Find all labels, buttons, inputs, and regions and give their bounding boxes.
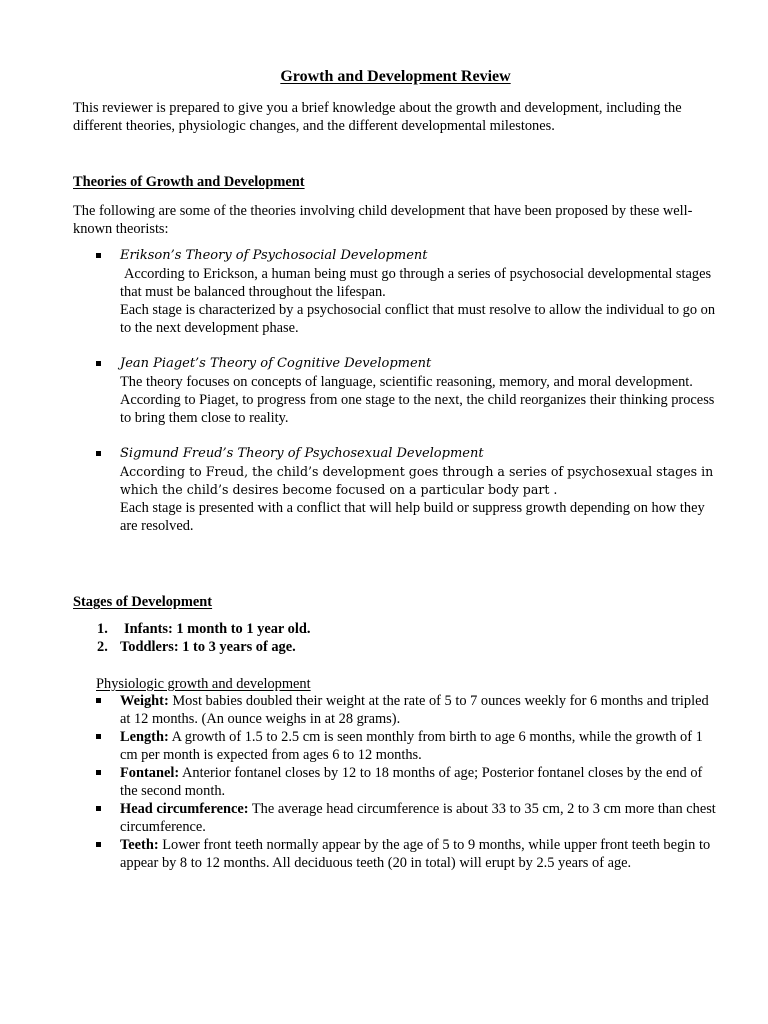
theory-text: According to Freud, the child’s development goes through a series of psychosexual stages in which the child’s desires become focused on a particular body part . <box>120 464 714 497</box>
bullet-icon <box>96 842 101 847</box>
theory-text: The theory focuses on concepts of language, scientific reasoning, memory, and moral development. <box>120 374 693 390</box>
physiologic-label: Teeth: <box>120 837 159 853</box>
bullet-icon <box>96 806 101 811</box>
theory-text: According to Erickson, a human being must go through a series of psychosocial developmental stages that must be balanced throughout the lifespan. <box>120 266 712 300</box>
stage-text: Infants: 1 month to 1 year old. <box>124 621 311 637</box>
stages-list <box>97 620 310 656</box>
physiologic-text: Anterior fontanel closes by 12 to 18 months of age; Posterior fontanel closes by the end of the second month. <box>120 765 703 799</box>
theories-list <box>73 247 718 535</box>
physiologic-label: Length: <box>120 729 169 745</box>
stage-number: 1. <box>97 621 108 637</box>
theory-text: Each stage is characterized by a psychosocial conflict that must resolve to allow the individual to go on to the next development phase. <box>120 302 716 336</box>
theory-item-freud <box>73 445 718 535</box>
theory-item-piaget <box>73 355 718 427</box>
physiologic-list <box>73 692 718 872</box>
bullet-icon <box>96 770 101 775</box>
stage-item <box>97 620 310 638</box>
bullet-icon <box>96 698 101 703</box>
theory-text: Each stage is presented with a conflict that will help build or suppress growth depending on how they are resolved. <box>120 500 705 534</box>
physiologic-item-teeth <box>73 836 718 872</box>
bullet-icon <box>96 253 101 258</box>
physiologic-text: Most babies doubled their weight at the rate of 5 to 7 ounces weekly for 6 months and tripled at 12 months. (An ounce weighs in at 28 grams). <box>120 693 709 727</box>
physiologic-label: Head circumference: <box>120 801 249 817</box>
intro-paragraph: This reviewer is prepared to give you a brief knowledge about the growth and development, including the different theories, physiologic changes, and the different developmental milestones. <box>73 100 682 134</box>
stage-number: 2. <box>97 639 108 655</box>
physiologic-heading: Physiologic growth and development <box>96 676 311 692</box>
stage-item <box>97 638 310 656</box>
physiologic-item-head-circumference <box>73 800 718 836</box>
physiologic-item-weight <box>73 692 718 728</box>
theories-heading: Theories of Growth and Development <box>73 174 305 190</box>
theory-text: According to Piaget, to progress from one stage to the next, the child reorganizes their thinking process to bring them close to reality. <box>120 392 715 426</box>
theory-title: Erikson’s Theory of Psychosocial Development <box>120 248 428 263</box>
physiologic-text: A growth of 1.5 to 2.5 cm is seen monthly from birth to age 6 months, while the growth of 1 cm per month is expected from ages 6 to 12 months. <box>120 729 703 763</box>
physiologic-item-fontanel <box>73 764 718 800</box>
physiologic-text: The average head circumference is about 33 to 35 cm, 2 to 3 cm more than chest circumference. <box>120 801 716 835</box>
theory-title: Jean Piaget’s Theory of Cognitive Development <box>120 356 432 371</box>
bullet-icon <box>96 361 101 366</box>
physiologic-item-length <box>73 728 718 764</box>
theory-item-erikson <box>73 247 718 337</box>
theories-lead: The following are some of the theories involving child development that have been proposed by these well-known theorists: <box>73 203 693 237</box>
physiologic-label: Fontanel: <box>120 765 180 781</box>
bullet-icon <box>96 451 101 456</box>
bullet-icon <box>96 734 101 739</box>
stages-heading: Stages of Development <box>73 594 213 610</box>
physiologic-label: Weight: <box>120 693 169 709</box>
theory-title: Sigmund Freud’s Theory of Psychosexual Development <box>120 446 484 461</box>
stage-text: Toddlers: 1 to 3 years of age. <box>120 639 296 655</box>
physiologic-text: Lower front teeth normally appear by the age of 5 to 9 months, while upper front teeth begin to appear by 8 to 12 months. All deciduous teeth (20 in total) will erupt by 2.5 years of age. <box>120 837 711 871</box>
document-title: Growth and Development Review <box>280 68 511 85</box>
